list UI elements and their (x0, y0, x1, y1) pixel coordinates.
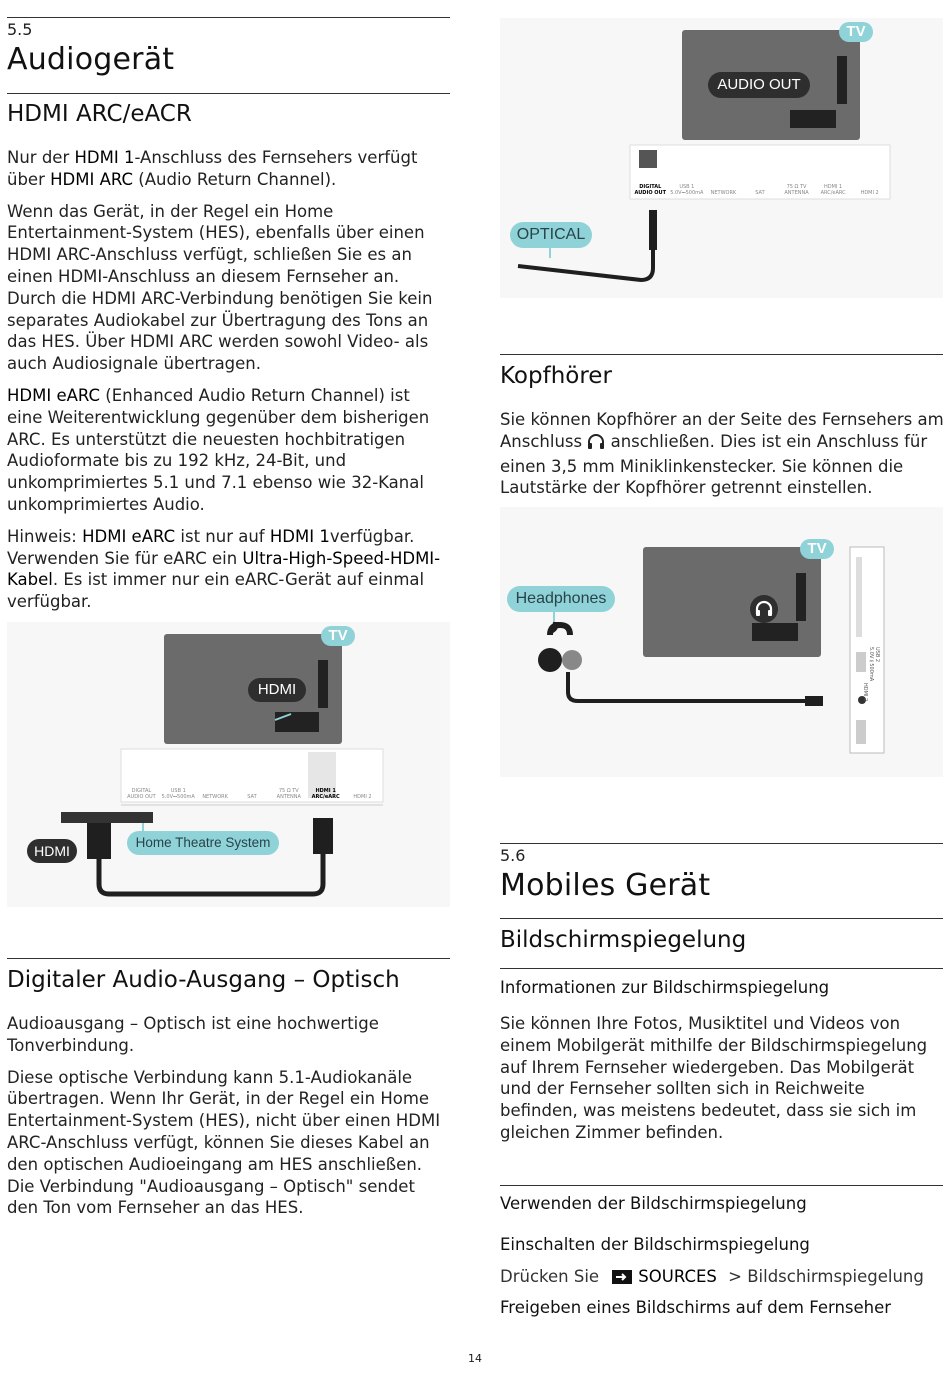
section-rule (7, 17, 450, 18)
port-label: DIGITAL AUDIO OUT (127, 788, 156, 800)
mirroring-share-heading: Freigeben eines Bildschirms auf dem Fernseher (500, 1298, 892, 1317)
optical-figure (500, 18, 943, 298)
hdmi-earc-p3: HDMI eARC (Enhanced Audio Return Channel) ist eine Weiterentwicklung gegenüber dem bisherigen ARC. Es unterstützt die neuesten hochbitratigen Audioformate bis zu 192 kHz, 24-Bit, und unkomprimiertes 5.1 und 7.1 ebenso wie 32-Kanal unkomprimiertes Audio. (7, 385, 430, 514)
hdmi-port-label: HDMI (248, 678, 306, 702)
audio-out-label: AUDIO OUT (708, 72, 810, 98)
port-label: HDMI 2 (862, 683, 868, 702)
section-number: 5.6 (500, 846, 526, 865)
headphones-figure (500, 507, 943, 777)
section-title: Mobiles Gerät (500, 868, 711, 903)
headphones-p1: Sie können Kopfhörer an der Seite des Fernsehers am Anschluss anschließen. Dies ist ein Anschluss für einen 3,5 mm Miniklinkenstecker. Sie können die Lautstärke der Kopfhörer getrennt einstellen. (500, 410, 944, 498)
mirroring-info-body (500, 1013, 945, 1144)
port-label: HDMI 2 (353, 794, 372, 800)
tv-port-strip (632, 148, 888, 196)
tv-badge: TV (321, 626, 355, 646)
port-label: SAT (755, 190, 765, 196)
section-rule (500, 843, 943, 844)
headphones-body (500, 409, 945, 499)
tv-port-strip (123, 752, 381, 800)
heading-rule (7, 93, 450, 94)
hdmi-arc-body (7, 147, 447, 613)
port-label: HDMI 1 ARC/eARC (311, 788, 340, 800)
headphones-heading: Kopfhörer (500, 363, 612, 389)
side-port-labels (862, 647, 880, 747)
port-label: 75 Ω TV ANTENNA (276, 788, 301, 800)
optical-body (7, 1013, 447, 1219)
tv-badge: TV (839, 22, 873, 42)
hdmi-arc-figure (7, 622, 450, 907)
port-label: SAT (247, 794, 257, 800)
port-label: 75 Ω TV ANTENNA (784, 184, 809, 196)
heading-rule (500, 968, 943, 969)
port-label: HDMI 1 ARC/eARC (820, 184, 846, 196)
optical-heading: Digitaler Audio-Ausgang – Optisch (7, 967, 400, 993)
hdmi-arc-p1: Nur der HDMI 1-Anschluss des Fernsehers verfügt über HDMI ARC (Audio Return Channel). (7, 148, 418, 189)
section-number: 5.5 (7, 20, 33, 39)
optical-p2: Diese optische Verbindung kann 5.1-Audiokanäle übertragen. Wenn Ihr Gerät, in der Regel ein Home Entertainment-System (HES), nicht über einen HDMI ARC-Anschluss verfügt, können Sie dieses Kabel an den optischen Audioeingang am HES anschließen. Die Verbindung "Audioausgang – Optisch" sendet den Ton vom Fernseher an das HES. (7, 1067, 441, 1218)
headphones-icon (587, 433, 605, 456)
home-theatre-label: Home Theatre System (127, 831, 279, 855)
mirroring-enable-heading: Einschalten der Bildschirmspiegelung (500, 1235, 810, 1254)
page-number: 14 (468, 1352, 482, 1365)
heading-rule (500, 354, 943, 355)
heading-rule (500, 1185, 943, 1186)
sources-icon (612, 1268, 632, 1290)
port-label: NETWORK (710, 190, 737, 196)
hdmi-arc-p2: Wenn das Gerät, in der Regel ein Home Entertainment-System (HES), ebenfalls über einen HDMI ARC-Anschluss verfügt, schließen Sie es an einen HDMI-Anschluss an diesem Fernseher an. Durch die HDMI ARC-Verbindung benötigen Sie kein separates Audiokabel zur Übertragung des Tons an das HES. Über HDMI ARC werden sowohl Video- als auch Audiosignale übertragen. (7, 201, 433, 374)
mirroring-heading: Bildschirmspiegelung (500, 927, 747, 953)
port-label: USB 2 5.0V⎓500mA (868, 647, 880, 682)
optical-p1: Audioausgang – Optisch ist eine hochwertige Tonverbindung. (7, 1014, 379, 1055)
headphones-cable-label: Headphones (507, 586, 615, 612)
tv-badge: TV (800, 539, 834, 559)
mirroring-info-p: Sie können Ihre Fotos, Musiktitel und Videos von einem Mobilgerät mithilfe der Bildschirmspiegelung auf Ihrem Fernseher wiedergeben. Das Mobilgerät und der Fernseher sollten sich in Reichweite befinden, was meistens bedeutet, dass sie sich im gleichen Zimmer befinden. (500, 1014, 928, 1142)
hdmi-arc-heading: HDMI ARC/eACR (7, 101, 192, 127)
mirroring-instruction: Drücken Sie SOURCES > Bildschirmspiegelung (500, 1266, 924, 1290)
port-label: USB 1 5.0V⎓500mA (161, 788, 195, 800)
hdmi-cable-label: HDMI (27, 839, 77, 863)
heading-rule (500, 918, 943, 919)
section-title: Audiogerät (7, 42, 175, 77)
mirroring-use-heading: Verwenden der Bildschirmspiegelung (500, 1194, 807, 1213)
heading-rule (7, 958, 450, 959)
headphones-port-icon (752, 597, 776, 621)
hdmi-earc-note: Hinweis: HDMI eARC ist nur auf HDMI 1verfügbar. Verwenden Sie für eARC ein Ultra-High-Speed-HDMI-Kabel. Es ist immer nur ein eARC-Gerät auf einmal verfügbar. (7, 526, 441, 612)
port-label: HDMI 2 (860, 190, 879, 196)
mirroring-info-heading: Informationen zur Bildschirmspiegelung (500, 978, 830, 997)
port-label: USB 1 5.0V⎓500mA (670, 184, 704, 196)
sources-button-label: SOURCES (638, 1267, 717, 1286)
port-label: DIGITAL AUDIO OUT (634, 184, 667, 196)
port-label: NETWORK (202, 794, 228, 800)
optical-cable-label: OPTICAL (510, 222, 592, 248)
